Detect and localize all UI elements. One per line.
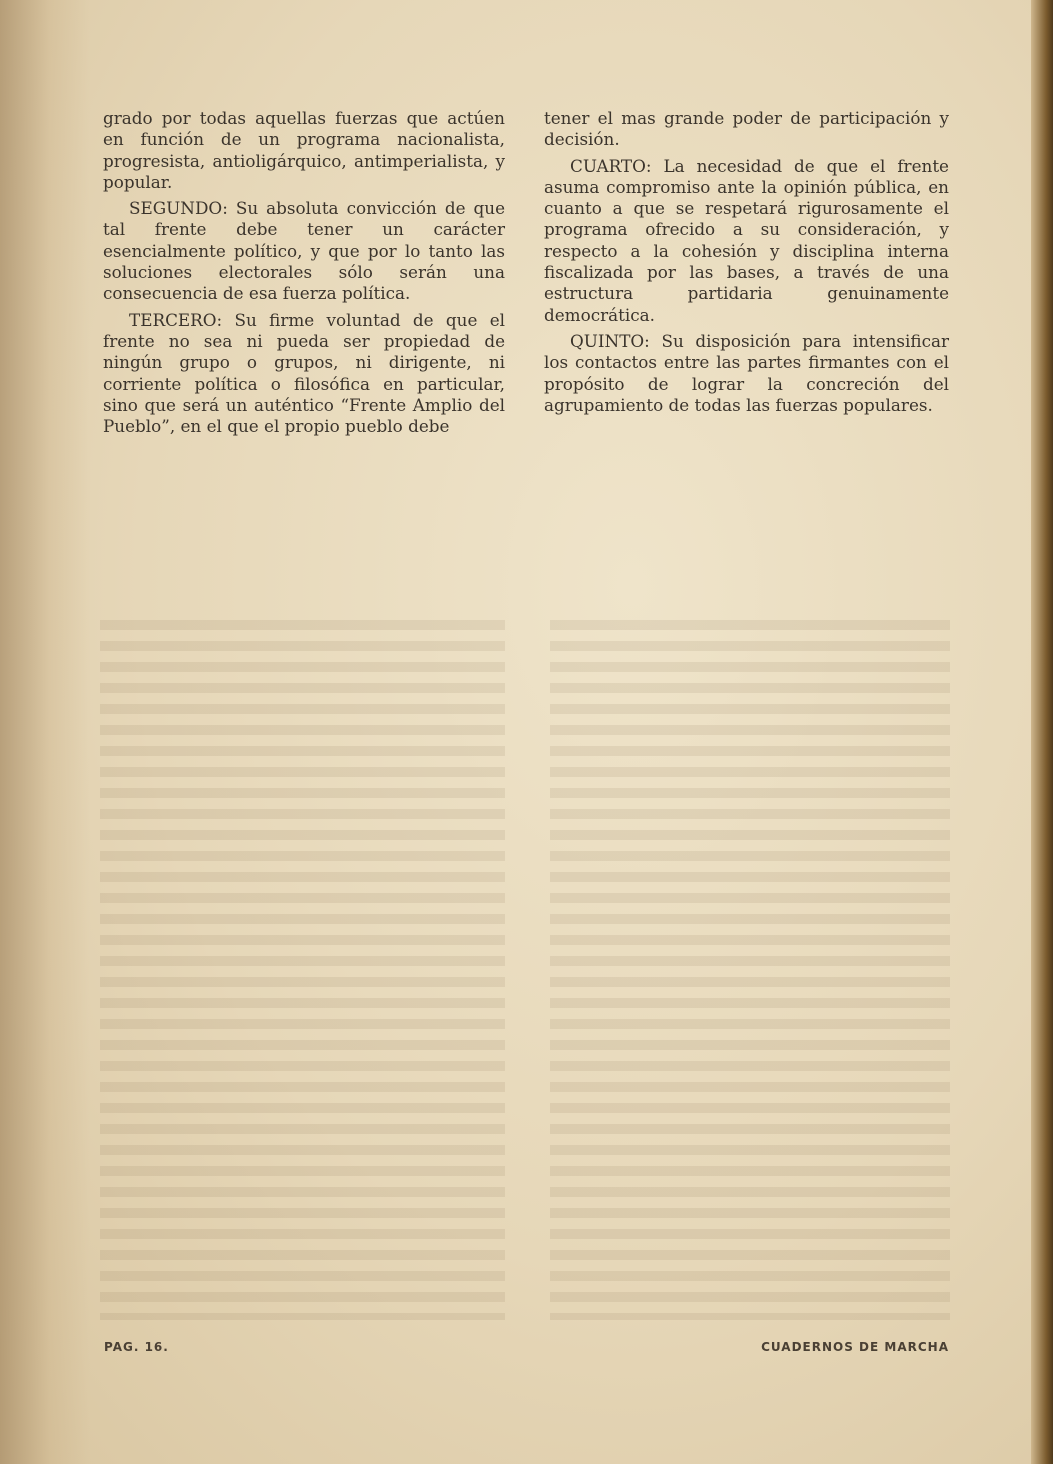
right-paragraph-quinto: QUINTO: Su disposición para intensificar los contactos entre las partes firmantes con el propósito de lograr la concreción del agrupamiento de todas las fuerzas populares. [544,330,949,415]
show-through-text-right [550,620,950,1320]
left-paragraph-tercero: TERCERO: Su firme voluntad de que el frente no sea ni pueda ser propiedad de ningún grupo o grupos, ni dirigente, ni corriente política o filosófica en particular, sino que será un auténtico “Frente Amplio del Pueblo”, en el que el propio pueblo debe [103,309,505,437]
left-text-column [103,108,505,442]
page-right-binding-edge [1031,0,1053,1464]
right-paragraph-continuation: tener el mas grande poder de participación y decisión. [544,108,949,150]
page-left-shadow [0,0,90,1464]
left-paragraph-continuation: grado por todas aquellas fuerzas que actúen en función de un programa nacionalista, progresista, antioligárquico, antimperialista, y popular. [103,108,505,192]
page-number: PAG. 16. [104,1340,169,1354]
right-paragraph-cuarto: CUARTO: La necesidad de que el frente asuma compromiso ante la opinión pública, en cuanto a que se respetará rigurosamente el programa ofrecido a su consideración, y respecto a la cohesión y disciplina interna fiscalizada por las bases, a través de una estructura partidaria genuinamente democrática. [544,155,949,325]
right-text-column [544,108,949,421]
show-through-text-left [100,620,505,1320]
left-paragraph-segundo: SEGUNDO: Su absoluta convicción de que tal frente debe tener un carácter esencialmente político, y que por lo tanto las soluciones electorales sólo serán una consecuencia de esa fuerza política. [103,198,505,304]
publication-name: CUADERNOS DE MARCHA [761,1340,949,1354]
